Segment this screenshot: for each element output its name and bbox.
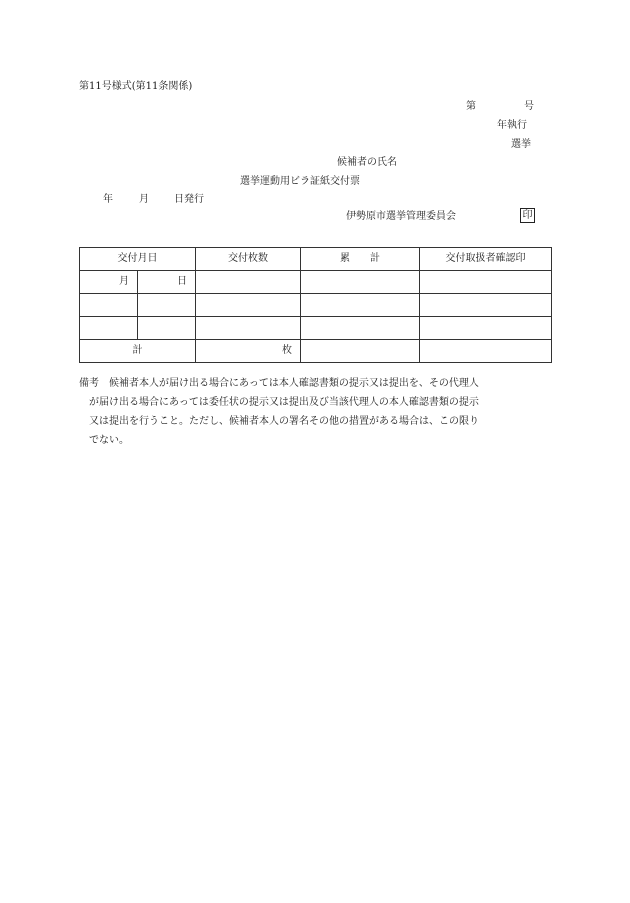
cell-count: [196, 271, 301, 294]
remarks-line: 又は提出を行うこと。ただし、候補者本人の署名その他の措置がある場合は、この限り: [89, 416, 479, 427]
header-confirm: 交付取扱者確認印: [420, 248, 552, 271]
cell-count: [196, 317, 301, 340]
remarks-line: 備考 候補者本人が届け出る場合にあっては本人確認書類の提示又は提出を、その代理人: [79, 378, 479, 389]
cell-month: [80, 317, 138, 340]
total-unit: 枚: [196, 340, 301, 363]
cell-confirm: [420, 317, 552, 340]
issue-year: 年: [103, 194, 113, 205]
number-prefix: 第: [466, 101, 476, 112]
cell-day: [138, 317, 196, 340]
cell-day: 日: [138, 271, 196, 294]
cell-cumulative: [301, 317, 420, 340]
issue-month: 月: [139, 194, 149, 205]
total-cumulative: [301, 340, 420, 363]
remarks-note: [79, 374, 554, 450]
issue-day: 日発行: [174, 194, 204, 205]
candidate-name-label: 候補者の氏名: [337, 157, 397, 168]
cell-cumulative: [301, 294, 420, 317]
cell-confirm: [420, 294, 552, 317]
table-row: [80, 317, 552, 340]
seal-mark: 印: [520, 208, 535, 223]
cell-month: 月: [80, 271, 138, 294]
cell-count: [196, 294, 301, 317]
table-header-row: [80, 248, 552, 271]
total-label: 計: [80, 340, 196, 363]
election-label: 選挙: [511, 139, 531, 150]
cell-month: [80, 294, 138, 317]
cell-day: [138, 294, 196, 317]
committee-name: 伊勢原市選挙管理委員会: [346, 211, 456, 222]
header-cumulative: 累 計: [301, 248, 420, 271]
remarks-line: が届け出る場合にあっては委任状の提示又は提出及び当該代理人の本人確認書類の提示: [89, 397, 479, 408]
cell-cumulative: [301, 271, 420, 294]
table-row: [80, 294, 552, 317]
form-style-label: 第11号様式(第11条関係): [79, 81, 193, 92]
election-year: 年執行: [497, 120, 527, 131]
header-count: 交付枚数: [196, 248, 301, 271]
header-date: 交付月日: [80, 248, 196, 271]
table-total-row: [80, 340, 552, 363]
issue-ledger-table: [79, 247, 552, 363]
table-row: [80, 271, 552, 294]
remarks-line: でない。: [89, 435, 129, 446]
number-suffix: 号: [524, 101, 534, 112]
form-title: 選挙運動用ビラ証紙交付票: [240, 176, 360, 187]
cell-confirm: [420, 271, 552, 294]
total-confirm: [420, 340, 552, 363]
